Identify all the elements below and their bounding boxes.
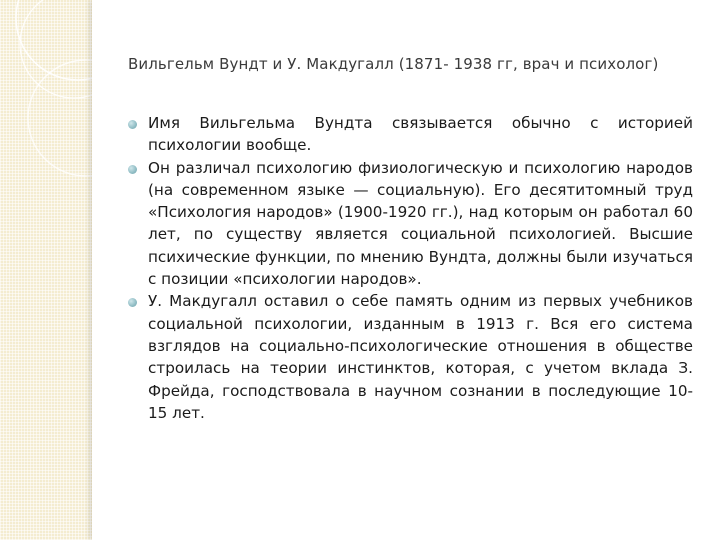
- bullet-dot-icon: [128, 165, 137, 174]
- bullet-text: Он различал психологию физиологическую и психологию народов (на современном языке — социальную). Его десятитомный труд «Психология народов» (1900-1920 гг.), над которым он работал 60 лет, по существу является социальной психологией. Высшие психические функции, по мнению Вундта, должны были изучаться с позиции «психологии народов».: [148, 158, 693, 289]
- bullet-item: [148, 157, 693, 291]
- bullet-text: Имя Вильгельма Вундта связывается обычно с историей психологии вообще.: [148, 114, 693, 155]
- bullet-item: [148, 290, 693, 424]
- bullet-list: [148, 112, 693, 424]
- bullet-dot-icon: [128, 120, 137, 129]
- bullet-item: [148, 112, 693, 157]
- slide-title: Вильгельм Вундт и У. Макдугалл (1871- 1938 гг, врач и психолог): [128, 55, 659, 73]
- bullet-text: У. Макдугалл оставил о себе память одним из первых учебников социальной психологии, изданным в 1913 г. Вся его система взглядов на социально-психологические отношения в обществе строилась на теории инстинктов, которая, с учетом вклада З. Фрейда, господствовала в научном сознании в последующие 10-15 лет.: [148, 292, 693, 422]
